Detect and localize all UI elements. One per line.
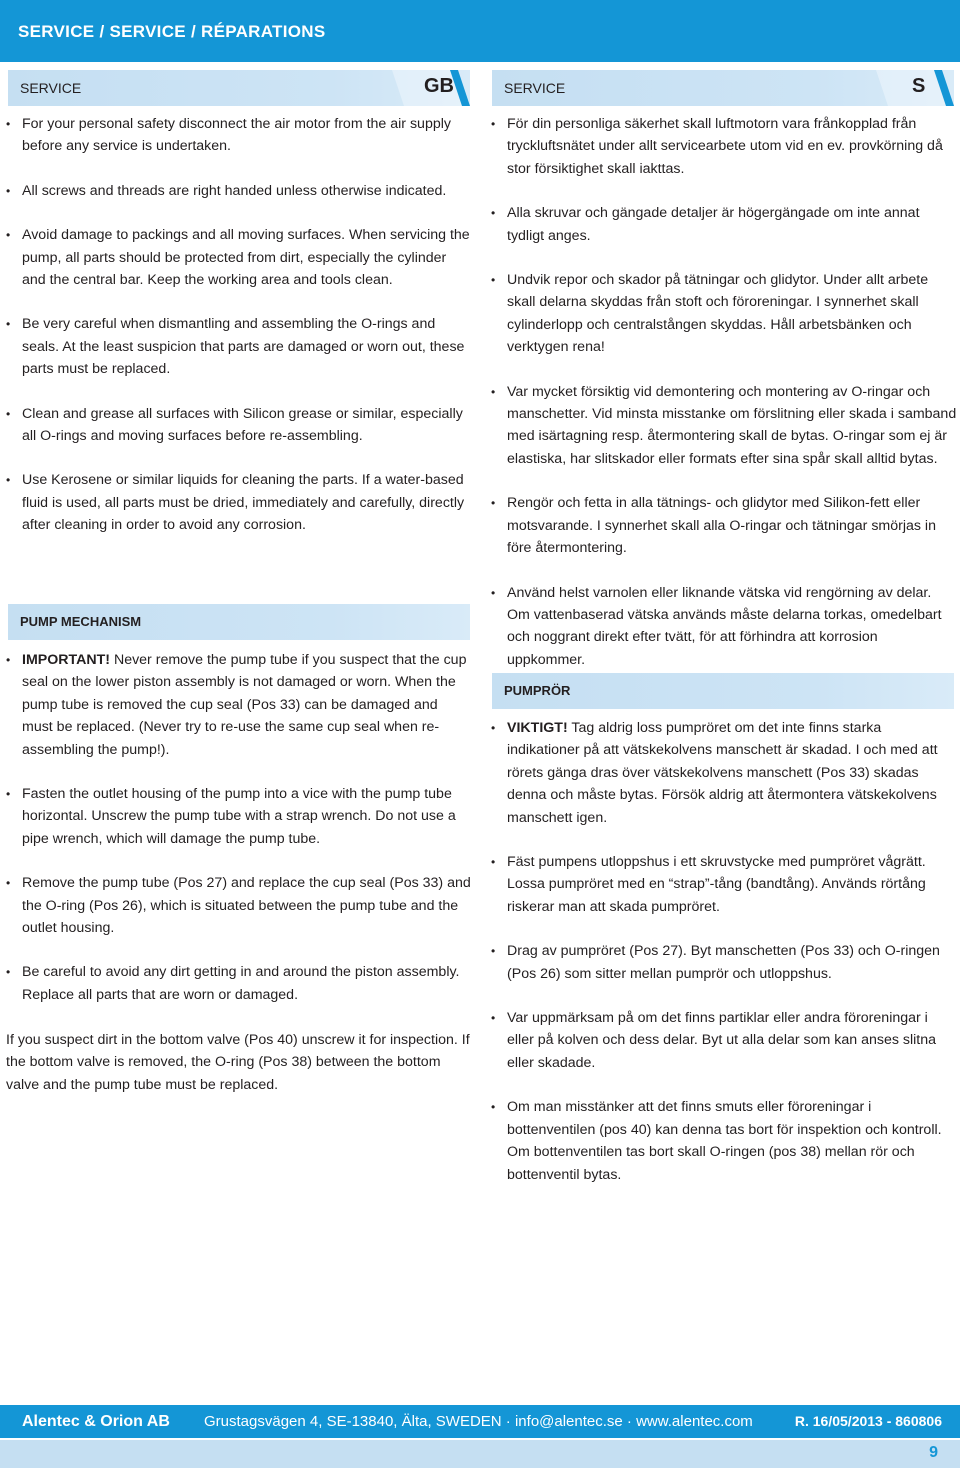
bullet: • bbox=[6, 317, 11, 332]
bullet: • bbox=[491, 1100, 496, 1115]
list-item: • Clean and grease all surfaces with Silicon grease or similar, especially all O-rings and moving surfaces before re-assembling. bbox=[6, 403, 472, 448]
list-item: • Använd helst varnolen eller liknande vätska vid rengörning av delar. Om vattenbaserad vätska används måste delarna torkas, omedelbart och noggrant direkt efter tvätt, för att förhindra att korrosion uppkommer. bbox=[491, 582, 957, 672]
revision-code: R. 16/05/2013 - 860806 bbox=[794, 1413, 942, 1429]
list-item: • Rengör och fetta in alla tätnings- och glidytor med Silikon-fett eller motsvarande. I synnerhet skall alla O-ringar och tätningar smörjas in före återmontering. bbox=[491, 492, 957, 559]
list-item: • Fäst pumpens utloppshus i ett skruvstycke med pumpröret vågrätt. Lossa pumpröret med en “strap”-tång (bandtång). Används rörtång riskerar man att skada pumpröret. bbox=[491, 851, 957, 918]
service-heading-s bbox=[492, 70, 954, 106]
list-item: • For your personal safety disconnect the air motor from the air supply before any service is undertaken. bbox=[6, 113, 472, 158]
company-address: Grustagsvägen 4, SE-13840, Älta, SWEDEN · info@alentec.se · www.alentec.com bbox=[204, 1413, 753, 1430]
bullet: • bbox=[6, 117, 11, 131]
list-item: • Var mycket försiktig vid demontering och montering av O-ringar och manschetter. Vid minsta misstanke om förslitning eller skada i samband med isärtagning resp. återmontering skall de bytas. O-ringar som ej är elastiska, har slitskador eller formats efter sina spår skall alltid bytas. bbox=[491, 381, 957, 471]
language-tab-gb bbox=[392, 70, 470, 106]
footer-bar bbox=[0, 1405, 960, 1438]
page-number: 9 bbox=[929, 1444, 938, 1461]
bullet: • bbox=[491, 273, 496, 288]
bullet: • bbox=[6, 473, 11, 488]
list-item: • Drag av pumpröret (Pos 27). Byt manschetten (Pos 33) och O-ringen (Pos 26) som sitter mellan pumprör och utloppshus. bbox=[491, 940, 957, 985]
pump-list-s bbox=[491, 717, 957, 1186]
pump-heading-s bbox=[492, 673, 954, 709]
bullet: • bbox=[491, 117, 496, 131]
page-number-bar bbox=[0, 1440, 960, 1468]
bottom-valve-paragraph-gb: If you suspect dirt in the bottom valve (Pos 40) unscrew it for inspection. If the bottom valve is removed, the O-ring (Pos 38) between the bottom valve and the pump tube must be replaced. bbox=[6, 1032, 470, 1093]
bullet: • bbox=[6, 787, 11, 802]
bullet: • bbox=[6, 965, 11, 980]
bullet: • bbox=[491, 206, 496, 221]
service-list-s bbox=[491, 113, 957, 671]
list-item: • Remove the pump tube (Pos 27) and replace the cup seal (Pos 33) and the O-ring (Pos 26), which is situated between the pump tube and the outlet housing. bbox=[6, 872, 472, 939]
pump-heading-gb bbox=[8, 604, 470, 640]
service-list-gb bbox=[6, 113, 472, 537]
list-item: • VIKTIGT! Tag aldrig loss pumpröret om det inte finns starka indikationer på att vätskekolvens manschett är skadad. I och med att rörets gänga dras över vätskekolvens manschett (Pos 33) skadas denna och måste bytas. Försök aldrig att återmontera vätskekolvens manschett igen. bbox=[491, 717, 957, 829]
page-title: SERVICE / SERVICE / RÉPARATIONS bbox=[18, 22, 326, 41]
list-item: • All screws and threads are right handed unless otherwise indicated. bbox=[6, 180, 472, 202]
list-item: • Om man misstänker att det finns smuts eller föroreningar i bottenventilen (pos 40) kan denna tas bort för inspektion och kontroll. Om bottenventilen tas bort skall O-ringen (pos 38) mellan rör och bottenventil bytas. bbox=[491, 1096, 957, 1186]
language-tab-s bbox=[876, 70, 954, 106]
list-item: • Undvik repor och skador på tätningar och glidytor. Under allt arbete skall delarna skyddas från stoft och föroreningar. I synnerhet skall cylinderlopp och centralstången skyddas. Håll arbetsbänken och verktygen rena! bbox=[491, 269, 957, 359]
list-item: • För din personliga säkerhet skall luftmotorn vara frånkopplad från tryckluftsnätet under allt servicearbete utom vid en ev. provkörning då stor försiktighet skall iakttas. bbox=[491, 113, 957, 180]
service-heading-gb bbox=[8, 70, 470, 106]
bullet: • bbox=[6, 876, 11, 891]
company-name: Alentec & Orion AB bbox=[22, 1413, 170, 1430]
pump-heading-label: PUMP MECHANISM bbox=[20, 614, 142, 629]
bullet: • bbox=[491, 496, 496, 511]
pump-list-gb bbox=[6, 649, 472, 1006]
list-item: • Be very careful when dismantling and assembling the O-rings and seals. At the least suspicion that parts are damaged or worn out, these parts must be replaced. bbox=[6, 313, 472, 380]
list-item: • Var uppmärksam på om det finns partiklar eller andra föroreningar i eller på kolven och dess delar. Byt ut alla delar som kan anses slitna eller skadade. bbox=[491, 1007, 957, 1074]
language-code-s: S bbox=[912, 75, 926, 97]
bullet: • bbox=[491, 721, 496, 735]
bullet: • bbox=[491, 855, 496, 870]
important-label: IMPORTANT! bbox=[22, 652, 110, 668]
bullet: • bbox=[6, 653, 11, 667]
pump-heading-label: PUMPRÖR bbox=[504, 683, 571, 698]
list-item: • Use Kerosene or similar liquids for cleaning the parts. If a water-based fluid is used, all parts must be dried, immediately and carefully, directly after cleaning in order to avoid any corrosion. bbox=[6, 469, 472, 536]
bullet: • bbox=[6, 228, 11, 243]
list-item: • Be careful to avoid any dirt getting in and around the piston assembly. Replace all parts that are worn or damaged. bbox=[6, 961, 472, 1006]
list-item: • Avoid damage to packings and all moving surfaces. When servicing the pump, all parts should be protected from dirt, especially the cylinder and the central bar. Keep the working area and tools clean. bbox=[6, 224, 472, 291]
title-bar bbox=[0, 0, 960, 62]
bullet: • bbox=[6, 183, 11, 198]
bullet: • bbox=[6, 406, 11, 421]
important-label: VIKTIGT! bbox=[507, 720, 568, 736]
list-item: • Fasten the outlet housing of the pump into a vice with the pump tube horizontal. Unscrew the pump tube with a strap wrench. Do not use a pipe wrench, which will damage the pump tube. bbox=[6, 783, 472, 850]
service-heading-label: SERVICE bbox=[504, 80, 566, 96]
bullet: • bbox=[491, 944, 496, 959]
bullet: • bbox=[491, 384, 496, 399]
bullet: • bbox=[491, 585, 496, 600]
list-item: • IMPORTANT! Never remove the pump tube if you suspect that the cup seal on the lower piston assembly is not damaged or worn. When the pump tube is removed the cup seal (Pos 33) can be damaged and must be replaced. (Never try to re-use the same cup seal when re-assembling the pump!). bbox=[6, 649, 472, 761]
bullet: • bbox=[491, 1011, 496, 1026]
list-item: • Alla skruvar och gängade detaljer är högergängade om inte annat tydligt anges. bbox=[491, 202, 957, 247]
service-heading-label: SERVICE bbox=[20, 80, 82, 96]
language-code-gb: GB bbox=[424, 75, 454, 97]
